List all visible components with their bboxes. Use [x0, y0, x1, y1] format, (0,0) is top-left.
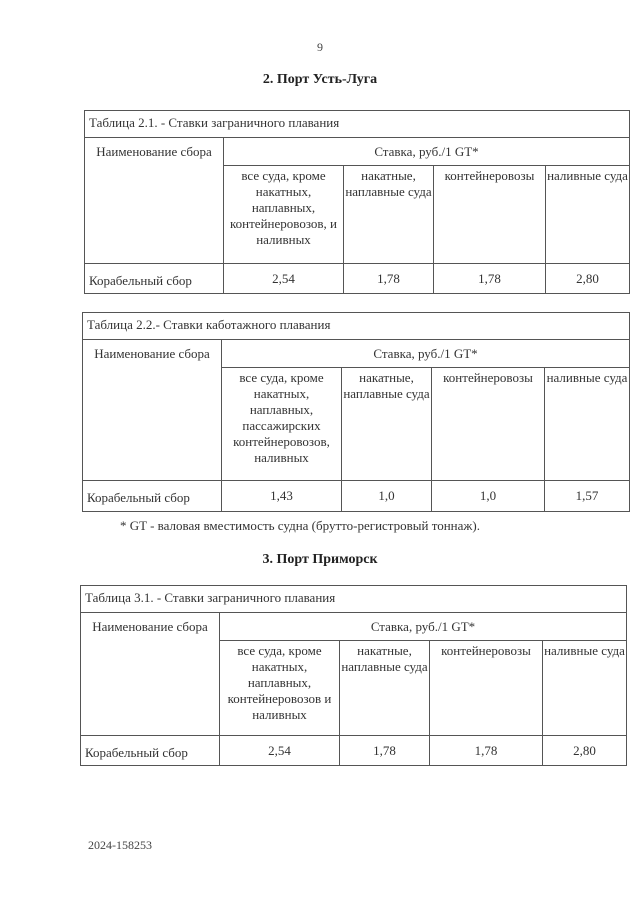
- column-header-roro: накатные, наплавные суда: [344, 166, 434, 264]
- column-header-rate: Ставка, руб./1 GT*: [224, 138, 630, 166]
- table-cell: 2,54: [220, 736, 340, 766]
- table-cell: 2,80: [543, 736, 627, 766]
- footnote: * GT - валовая вместимость судна (брутто-регистровый тоннаж).: [120, 518, 480, 533]
- column-header-tanker: наливные суда: [543, 641, 627, 736]
- page-number: 9: [317, 40, 323, 54]
- table-cell: 1,78: [340, 736, 430, 766]
- column-header-roro: накатные, наплавные суда: [342, 368, 432, 481]
- table-cell: 1,0: [432, 481, 545, 512]
- column-header-container: контейнеровозы: [432, 368, 545, 481]
- table-cell: 1,78: [344, 264, 434, 294]
- table-cell: 2,80: [546, 264, 630, 294]
- column-header-rate: Ставка, руб./1 GT*: [222, 340, 630, 368]
- table-row: [83, 481, 630, 512]
- table-cell: 1,43: [222, 481, 342, 512]
- column-header-tanker: наливные суда: [545, 368, 630, 481]
- column-header-tanker: наливные суда: [546, 166, 630, 264]
- table-cell: 1,78: [430, 736, 543, 766]
- column-header-container: контейнеровозы: [430, 641, 543, 736]
- rates-table-2-1: [84, 110, 630, 294]
- table-row: [81, 736, 627, 766]
- column-header-all-vessels: все суда, кроме накатных, наплавных, пассажирских контейнеровозов, наливных: [222, 368, 342, 481]
- column-header-name: Наименование сбора: [81, 613, 220, 736]
- table-caption: Таблица 2.1. - Ставки заграничного плавания: [85, 111, 630, 138]
- column-header-all-vessels: все суда, кроме накатных, наплавных, контейнеровозов, и наливных: [224, 166, 344, 264]
- table-caption: Таблица 2.2.- Ставки каботажного плавания: [83, 313, 630, 340]
- row-label: Корабельный сбор: [83, 481, 222, 512]
- column-header-container: контейнеровозы: [434, 166, 546, 264]
- table-cell: 1,57: [545, 481, 630, 512]
- column-header-rate: Ставка, руб./1 GT*: [220, 613, 627, 641]
- column-header-all-vessels: все суда, кроме накатных, наплавных, контейнеровозов и наливных: [220, 641, 340, 736]
- section-title-ust-luga: 2. Порт Усть-Луга: [262, 72, 378, 87]
- section-title-primorsk: 3. Порт Приморск: [262, 552, 378, 567]
- rates-table-3-1: [80, 585, 627, 766]
- table-caption: Таблица 3.1. - Ставки заграничного плавания: [81, 586, 627, 613]
- table-cell: 1,0: [342, 481, 432, 512]
- table-cell: 1,78: [434, 264, 546, 294]
- column-header-name: Наименование сбора: [83, 340, 222, 481]
- row-label: Корабельный сбор: [81, 736, 220, 766]
- column-header-roro: накатные, наплавные суда: [340, 641, 430, 736]
- row-label: Корабельный сбор: [85, 264, 224, 294]
- column-header-name: Наименование сбора: [85, 138, 224, 264]
- document-id: 2024-158253: [88, 838, 152, 852]
- table-cell: 2,54: [224, 264, 344, 294]
- table-row: [85, 264, 630, 294]
- rates-table-2-2: [82, 312, 630, 512]
